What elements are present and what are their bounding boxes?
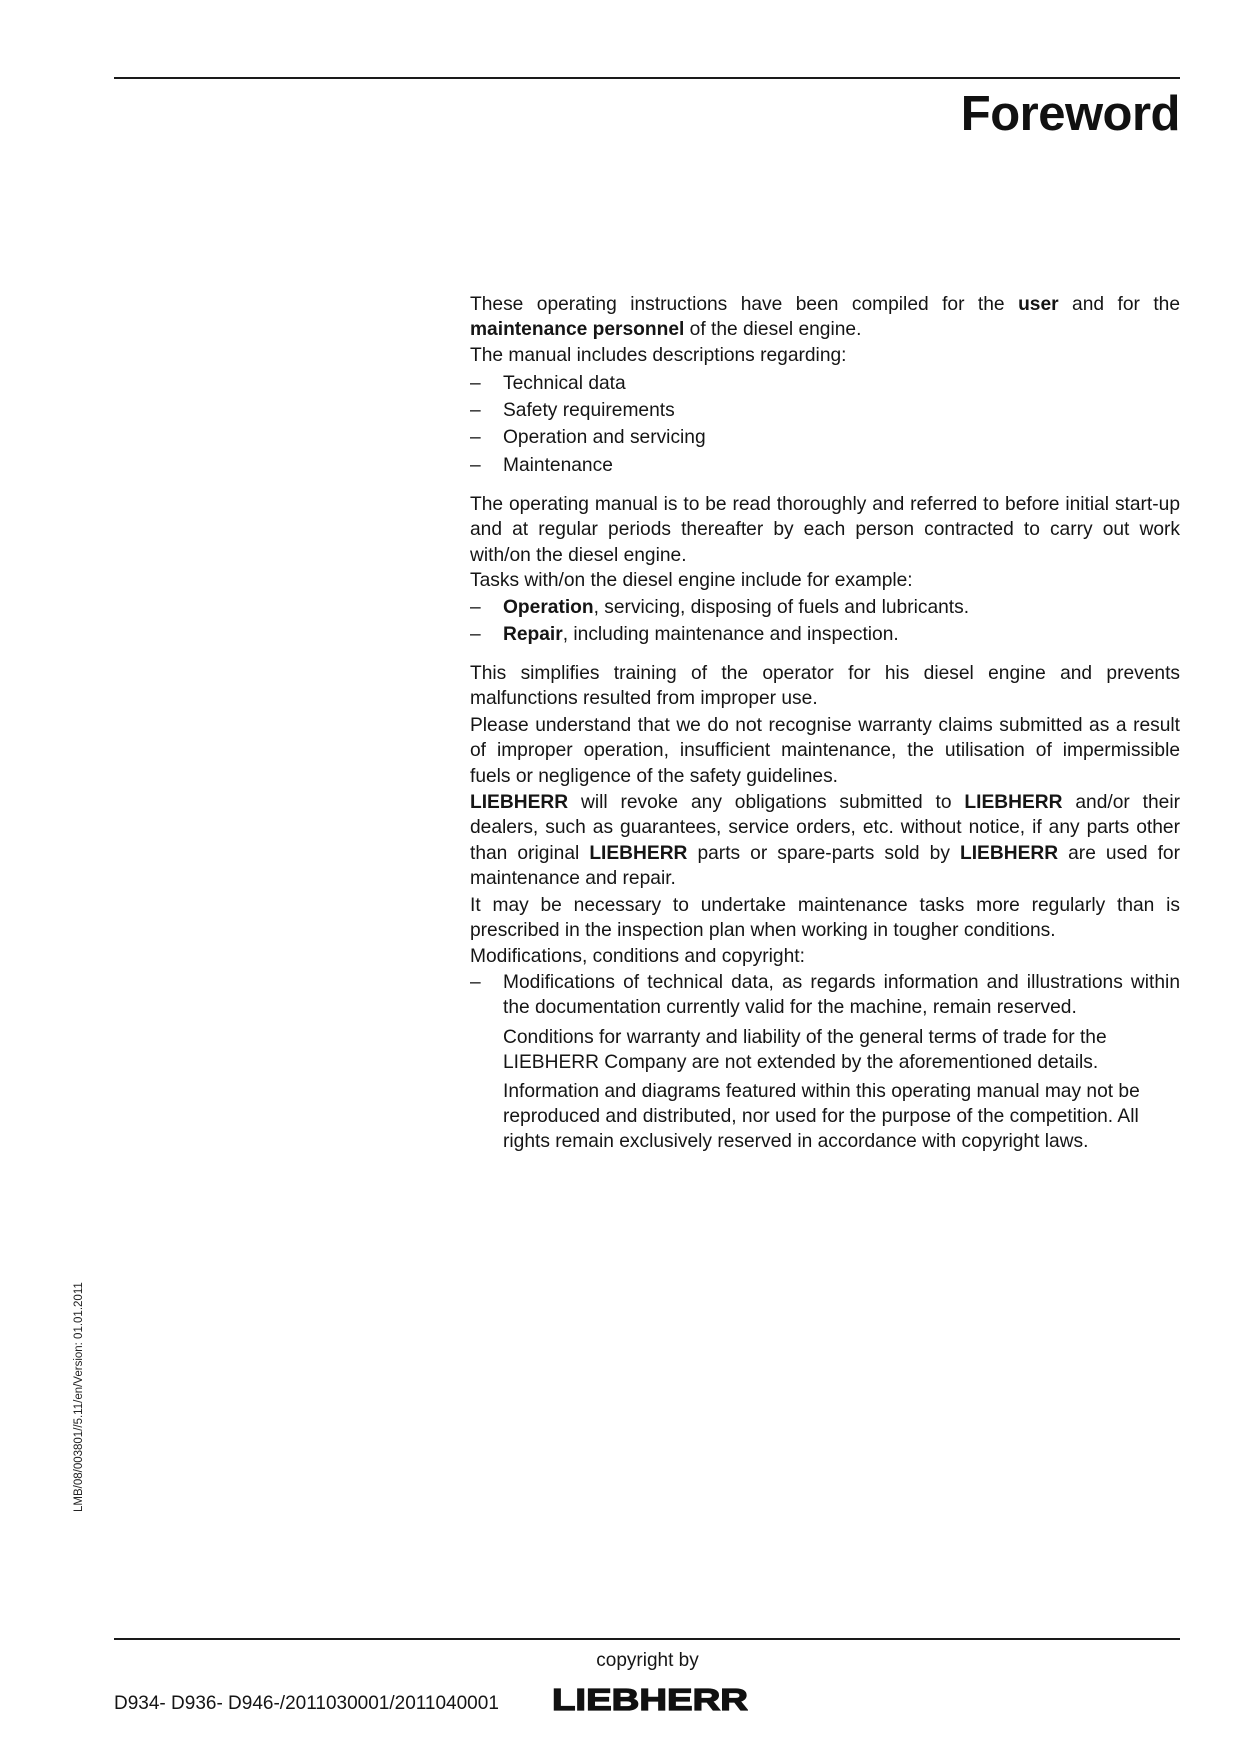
topic-label: Technical data — [503, 373, 626, 395]
revoke-text: are used for maintenance and repair. — [470, 842, 1180, 890]
conditions-paragraph: Conditions for warranty and liability of the general terms of trade for the LIEBHERR Company are not extended by the aforementioned details. — [503, 1026, 1107, 1074]
intro-line-2: The manual includes descriptions regarding: — [470, 344, 847, 366]
revoke-text: and/or their dealers, such as guarantees, service orders, etc. without notice, if any parts other than original — [470, 792, 1180, 864]
brand-bold: LIEBHERR — [470, 792, 569, 814]
logo-wordmark: LIEBHERR — [552, 1684, 748, 1714]
page-title: Foreword — [960, 87, 1180, 141]
foreword-body — [470, 292, 1180, 1155]
list-item — [470, 970, 1180, 1021]
topic-label: Maintenance — [503, 454, 613, 476]
intro-paragraph — [470, 292, 1180, 343]
modifications-list — [470, 970, 1180, 1155]
inspection-paragraph: It may be necessary to undertake maintenance tasks more regularly than is prescribed in the inspection plan when working in tougher conditions. — [470, 894, 1180, 942]
task-bold: Operation — [503, 596, 594, 618]
document-version-note: LMB/08/003801//5.11/en/Version: 01.01.2011 — [73, 1282, 85, 1512]
topics-list — [470, 371, 1180, 478]
intro-bold-user: user — [1018, 294, 1059, 315]
list-item — [470, 622, 1180, 647]
brand-bold: LIEBHERR — [964, 792, 1063, 814]
tasks-intro: Tasks with/on the diesel engine include for example: — [470, 570, 913, 592]
dash-bullet: – — [470, 454, 481, 476]
list-item — [470, 595, 1180, 620]
revoke-text: parts or spare-parts sold by — [687, 842, 960, 864]
intro-text: These operating instructions have been compiled for the — [470, 294, 1019, 315]
topic-label: Safety requirements — [503, 400, 675, 422]
list-item — [470, 371, 1180, 396]
list-item — [470, 425, 1180, 450]
list-item — [470, 398, 1180, 423]
intro-text: and for the — [1058, 294, 1180, 315]
task-text: , servicing, disposing of fuels and lubricants. — [593, 596, 970, 618]
dash-bullet: – — [470, 971, 481, 993]
warranty-paragraph: Please understand that we do not recognise warranty claims submitted as a result of improper operation, insufficient maintenance, the utilisation of impermissible fuels or negligence of the safety guidelines. — [470, 714, 1180, 787]
brand-bold: LIEBHERR — [960, 842, 1059, 864]
training-paragraph: This simplifies training of the operator for his diesel engine and prevents malfunctions resulted from improper use. — [470, 663, 1180, 710]
dash-bullet: – — [470, 596, 481, 618]
dash-bullet: – — [470, 427, 481, 449]
dash-bullet: – — [470, 373, 481, 395]
dash-bullet: – — [470, 623, 481, 645]
dash-bullet: – — [470, 400, 481, 422]
footer-copyright-label: copyright by — [596, 1650, 699, 1671]
list-item — [470, 453, 1180, 478]
liebherr-logo — [552, 1684, 748, 1714]
intro-bold-maintenance: maintenance personnel — [470, 319, 685, 341]
modification-text: Modifications of technical data, as regards information and illustrations within the documentation currently valid for the machine, remain reserved. — [503, 971, 1180, 1019]
task-text: , including maintenance and inspection. — [562, 623, 899, 645]
copyright-paragraph: Information and diagrams featured within this operating manual may not be reproduced and distributed, nor used for the purpose of the competition. All rights remain exclusively reserved in accordance with copyright laws. — [503, 1080, 1140, 1153]
footer-rule — [114, 1638, 1180, 1640]
tasks-list — [470, 595, 1180, 648]
task-bold: Repair — [503, 623, 563, 645]
topic-label: Operation and servicing — [503, 427, 706, 449]
revoke-paragraph — [470, 790, 1180, 892]
brand-bold: LIEBHERR — [589, 842, 688, 864]
modifications-heading: Modifications, conditions and copyright: — [470, 945, 805, 967]
header-rule — [114, 77, 1180, 79]
reading-paragraph: The operating manual is to be read thoroughly and referred to before initial start-up and at regular periods thereafter by each person contracted to carry out work with/on the diesel engine. — [470, 493, 1180, 566]
intro-text: of the diesel engine. — [684, 319, 862, 341]
revoke-text: will revoke any obligations submitted to — [568, 792, 965, 814]
document-code: D934- D936- D946-/2011030001/2011040001 — [114, 1693, 499, 1714]
